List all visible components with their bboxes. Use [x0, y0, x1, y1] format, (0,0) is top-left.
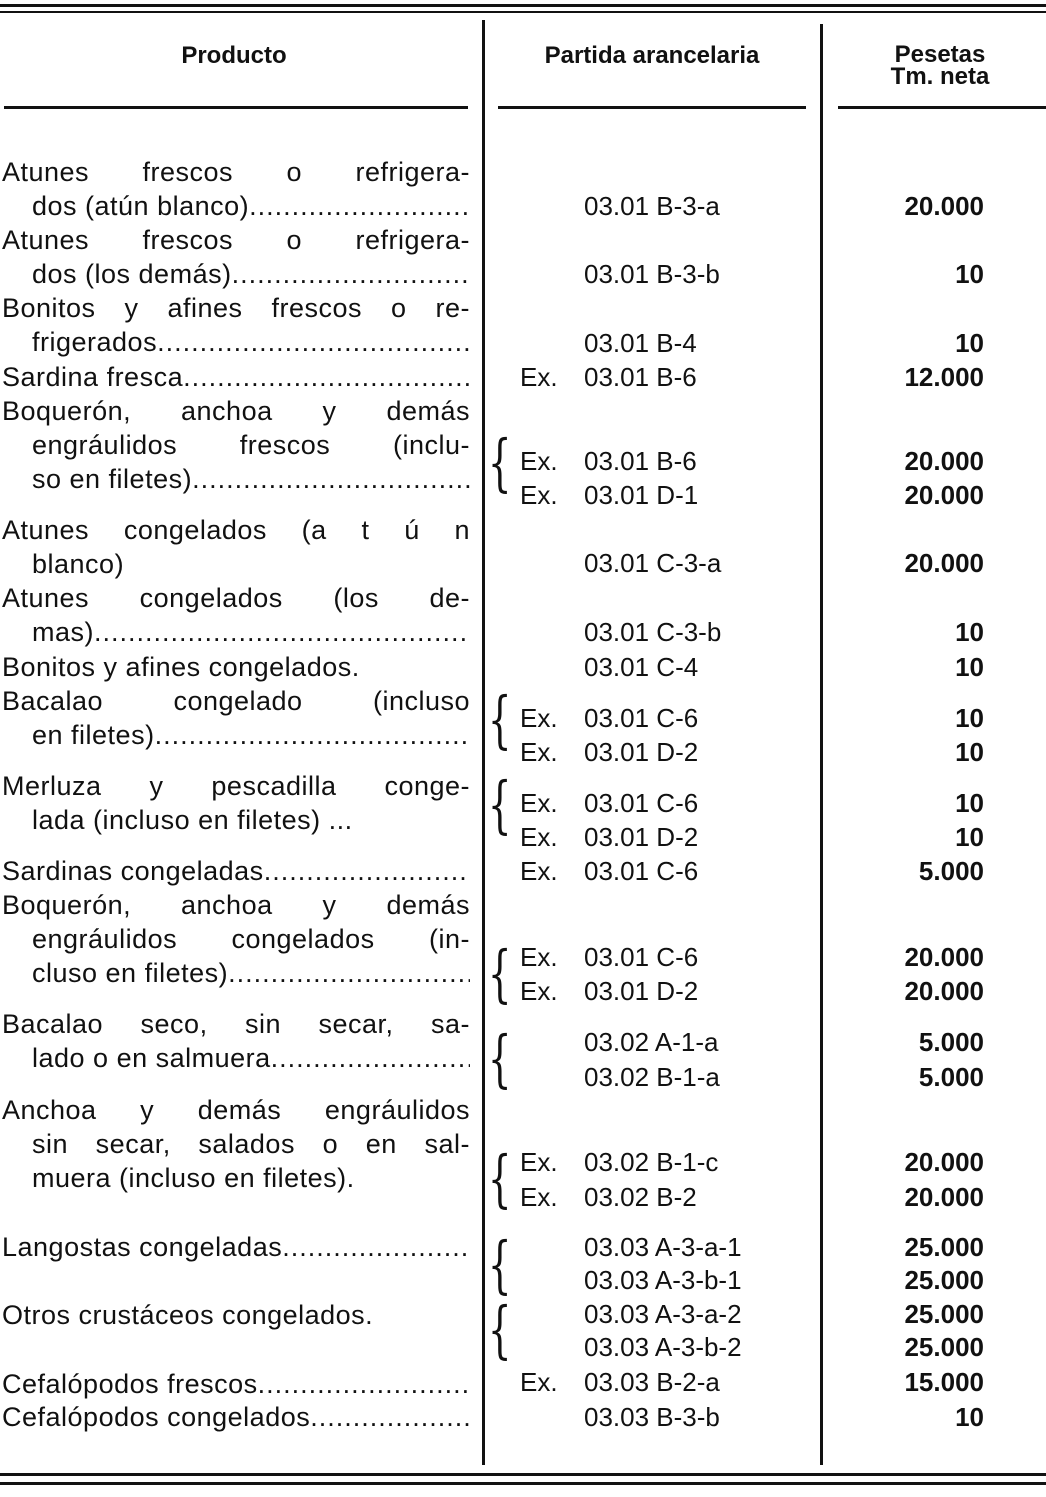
- product-line: Merluza y pescadilla conge-: [2, 771, 470, 801]
- pesetas-value: 10: [955, 1402, 984, 1432]
- tariff-row: [0, 1365, 1046, 1399]
- bottom-rule: [0, 1473, 1046, 1476]
- header-underline-pesetas: [838, 106, 1046, 109]
- tariff-code: 03.02 B-2: [584, 1182, 697, 1212]
- ex-prefix: Ex.: [520, 856, 558, 886]
- pesetas-value: 20.000: [904, 1147, 984, 1177]
- tariff-code: 03.01 C-3-a: [584, 548, 722, 578]
- tariff-code: 03.02 B-1-a: [584, 1062, 720, 1092]
- tariff-row: [0, 1330, 1046, 1364]
- brace-icon: {: [487, 426, 512, 499]
- ex-prefix: Ex.: [520, 942, 558, 972]
- tariff-row: [0, 189, 1046, 223]
- product-text: mas): [32, 617, 94, 647]
- product-line: Bonitos y afines congelados.: [2, 652, 360, 682]
- tariff-code: 03.01 C-6: [584, 856, 699, 886]
- product-line: Otros crustáceos congelados.: [2, 1300, 374, 1330]
- pesetas-value: 20.000: [904, 976, 984, 1006]
- product-line: blanco): [32, 549, 125, 579]
- tariff-row: [0, 1297, 1046, 1331]
- pesetas-value: 25.000: [904, 1299, 984, 1329]
- tariff-code: 03.01 D-2: [584, 737, 699, 767]
- tariff-row: [0, 650, 1046, 684]
- product-text: en filetes): [32, 720, 155, 750]
- tariff-row: [0, 1180, 1046, 1214]
- product-line: Boquerón, anchoa y demás: [2, 890, 470, 920]
- product-text: lado o en salmuera: [32, 1043, 271, 1073]
- tariff-code: 03.01 B-3-b: [584, 259, 720, 289]
- tariff-row: [0, 1230, 1046, 1264]
- product-line: Atunes congelados (los de-: [2, 583, 470, 613]
- ex-prefix: Ex.: [520, 1182, 558, 1212]
- tariff-code: 03.02 B-1-c: [584, 1147, 719, 1177]
- pesetas-value: 10: [955, 328, 984, 358]
- product-text: Langostas congeladas: [2, 1232, 283, 1262]
- pesetas-value: 20.000: [904, 191, 984, 221]
- product-line: Bacalao congelado (incluso: [2, 686, 470, 716]
- product-text: so en filetes): [32, 464, 193, 494]
- pesetas-value: 20.000: [904, 548, 984, 578]
- header-partida-arancelaria: Partida arancelaria: [544, 42, 760, 69]
- ex-prefix: Ex.: [520, 446, 558, 476]
- product-line: Anchoa y demás engráulidos: [2, 1095, 470, 1125]
- product-line: engráulidos congelados (in-: [32, 924, 470, 954]
- tariff-code: 03.03 A-3-b-2: [584, 1332, 742, 1362]
- product-text: Cefalópodos congelados: [2, 1402, 311, 1432]
- product-text: dos (los demás): [32, 259, 232, 289]
- product-line: Atunes frescos o refrigera-: [2, 157, 470, 187]
- tariff-row: [0, 1060, 1046, 1094]
- pesetas-value: 5.000: [918, 1027, 984, 1057]
- brace-icon: {: [487, 1228, 512, 1301]
- product-line: lada (incluso en filetes) ...: [32, 805, 353, 835]
- tariff-row: [0, 1025, 1046, 1059]
- ex-prefix: Ex.: [520, 1367, 558, 1397]
- ex-prefix: Ex.: [520, 703, 558, 733]
- tariff-row: [0, 820, 1046, 854]
- pesetas-value: 10: [955, 822, 984, 852]
- tariff-code: 03.01 C-6: [584, 703, 699, 733]
- header-pesetas-line1: Pesetas: [894, 41, 986, 68]
- product-text: dos (atún blanco): [32, 191, 250, 221]
- pesetas-value: 10: [955, 788, 984, 818]
- brace-icon: {: [487, 937, 512, 1010]
- product-text: Sardinas congeladas: [2, 856, 264, 886]
- top-rule: [0, 4, 1046, 7]
- tariff-row: [0, 326, 1046, 360]
- bottom-rule-2: [0, 1482, 1046, 1485]
- pesetas-value: 5.000: [918, 1062, 984, 1092]
- product-text: frigerados: [32, 327, 158, 357]
- tariff-code: 03.01 B-4: [584, 328, 697, 358]
- pesetas-value: 20.000: [904, 1182, 984, 1212]
- pesetas-value: 25.000: [904, 1232, 984, 1262]
- product-text: Sardina fresca: [2, 362, 184, 392]
- ex-prefix: Ex.: [520, 822, 558, 852]
- pesetas-value: 25.000: [904, 1332, 984, 1362]
- product-line: Boquerón, anchoa y demás: [2, 396, 470, 426]
- product-line: Bacalao seco, sin secar, sa-: [2, 1009, 470, 1039]
- tariff-row: [0, 786, 1046, 820]
- tariff-row: [0, 940, 1046, 974]
- ex-prefix: Ex.: [520, 1147, 558, 1177]
- product-line: Atunes congelados (a t ú n: [2, 515, 470, 545]
- ex-prefix: Ex.: [520, 976, 558, 1006]
- tariff-row: [0, 615, 1046, 649]
- ex-prefix: Ex.: [520, 362, 558, 392]
- pesetas-value: 10: [955, 617, 984, 647]
- tariff-row: [0, 1400, 1046, 1434]
- top-rule-2: [0, 11, 1046, 13]
- tariff-code: 03.01 C-4: [584, 652, 699, 682]
- header-producto: Producto: [181, 42, 287, 69]
- tariff-code: 03.01 B-6: [584, 362, 697, 392]
- tariff-code: 03.01 D-2: [584, 976, 699, 1006]
- header-underline-partida: [498, 106, 806, 109]
- brace-icon: {: [487, 683, 512, 756]
- product-line: Atunes frescos o refrigera-: [2, 225, 470, 255]
- pesetas-value: 12.000: [904, 362, 984, 392]
- tariff-row: [0, 974, 1046, 1008]
- header-pesetas: [840, 41, 1040, 90]
- pesetas-value: 5.000: [918, 856, 984, 886]
- header-pesetas-line2: Tm. neta: [890, 63, 990, 90]
- tariff-code: 03.01 B-6: [584, 446, 697, 476]
- tariff-row: [0, 735, 1046, 769]
- tariff-row: [0, 546, 1046, 580]
- tariff-code: 03.02 A-1-a: [584, 1027, 719, 1057]
- tariff-code: 03.01 C-3-b: [584, 617, 722, 647]
- pesetas-value: 20.000: [904, 942, 984, 972]
- tariff-row: [0, 1145, 1046, 1179]
- tariff-row: [0, 478, 1046, 512]
- tariff-row: [0, 854, 1046, 888]
- tariff-code: 03.03 A-3-a-2: [584, 1299, 742, 1329]
- product-line: Bonitos y afines frescos o re-: [2, 293, 470, 323]
- pesetas-value: 25.000: [904, 1265, 984, 1295]
- tariff-row: [0, 1263, 1046, 1297]
- tariff-code: 03.03 B-2-a: [584, 1367, 720, 1397]
- brace-icon: {: [487, 1022, 512, 1095]
- tariff-row: [0, 257, 1046, 291]
- product-text: cluso en filetes): [32, 958, 229, 988]
- product-line: muera (incluso en filetes).: [32, 1163, 355, 1193]
- tariff-code: 03.01 D-2: [584, 822, 699, 852]
- pesetas-value: 20.000: [904, 446, 984, 476]
- pesetas-value: 15.000: [904, 1367, 984, 1397]
- pesetas-value: 10: [955, 703, 984, 733]
- tariff-code: 03.01 C-6: [584, 942, 699, 972]
- tariff-row: [0, 360, 1046, 394]
- header-underline-producto: [4, 106, 468, 109]
- tariff-row: [0, 701, 1046, 735]
- product-line: engráulidos frescos (inclu-: [32, 430, 470, 460]
- tariff-row: [0, 444, 1046, 478]
- pesetas-value: 10: [955, 652, 984, 682]
- ex-prefix: Ex.: [520, 788, 558, 818]
- pesetas-value: 10: [955, 737, 984, 767]
- product-line: sin secar, salados o en sal-: [32, 1129, 470, 1159]
- product-text: Cefalópodos frescos: [2, 1369, 258, 1399]
- brace-icon: {: [487, 1293, 512, 1366]
- tariff-code: 03.03 B-3-b: [584, 1402, 720, 1432]
- tariff-code: 03.03 A-3-a-1: [584, 1232, 742, 1262]
- ex-prefix: Ex.: [520, 737, 558, 767]
- pesetas-value: 10: [955, 259, 984, 289]
- pesetas-value: 20.000: [904, 480, 984, 510]
- tariff-code: 03.01 D-1: [584, 480, 699, 510]
- ex-prefix: Ex.: [520, 480, 558, 510]
- tariff-code: 03.01 C-6: [584, 788, 699, 818]
- tariff-code: 03.01 B-3-a: [584, 191, 720, 221]
- tariff-code: 03.03 A-3-b-1: [584, 1265, 742, 1295]
- brace-icon: {: [487, 768, 512, 841]
- brace-icon: {: [487, 1142, 512, 1215]
